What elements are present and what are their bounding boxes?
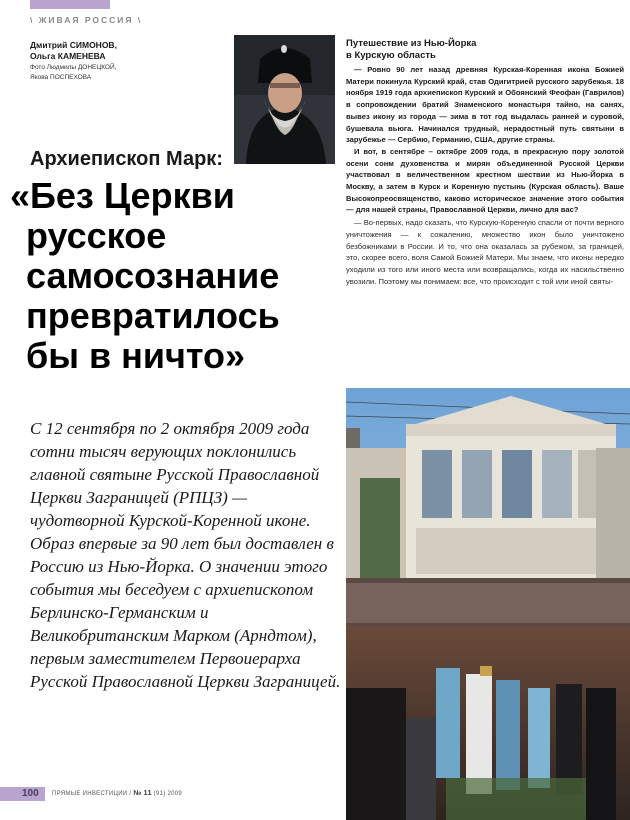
sidebar-column — [346, 38, 624, 321]
photo-credit — [30, 63, 150, 83]
headline-line: превратилось — [26, 295, 280, 336]
sidebar-paragraph: И вот, в сентябре – октябре 2009 года, в прекрасную пору золотой осени сонм духовенства и мирян объединенной Русской Церкви участвовал в величественном крестном шествии из Нью-Йорка в Москву, а затем в Курск и Коренную пустынь (Курская область). Ваше Высокопреосвященство, каково историческое значение этого события — для нашей страны, Православной Церкви, лично для вас? — [346, 146, 624, 215]
sidebar-paragraph: — Во-первых, надо сказать, что Курскую-Коренную спасли от почти верного уничтожения — к сожалению, множество икон было уничтожено безбожниками в России. И то, что она оказалась за рубежом, за границей, это, скорее всего, воля Самой Божией Матери. Мы знаем, что иконы нередко уходили из того или иного места или возвращались, когда их насильственно увозили. Поэтому мы понимаем: все, что происходит с той или иной святы- — [346, 218, 624, 286]
issue-label: № 11 — [133, 790, 152, 797]
headline-line: самосознание — [26, 255, 280, 296]
author-name: Дмитрий СИМОНОВ, — [30, 40, 117, 50]
byline-authors — [30, 40, 117, 62]
sidebar-answer-text — [346, 217, 624, 321]
photo-credit-line: Фото Людмилы ДОНЕЦКОЙ, — [30, 64, 117, 71]
page-number: 100 — [22, 788, 39, 799]
author-name: Ольга КАМЕНЕВА — [30, 51, 106, 61]
magazine-name: ПРЯМЫЕ ИНВЕСТИЦИИ / — [52, 791, 132, 797]
sidebar-paragraph: — Ровно 90 лет назад древняя Курская-Коренная икона Божией Матери покинула Курский край, став Одигитрией русского зарубежья. 18 ноября 1919 года архиепископ Курский и Обоянский Феофан (Гаврилов) в сопровождении братий Знаменского монастыря тайно, на санях, вывез икону из города — зима в тот год выдалась ранней и суровой, бушевала вьюга. Начинался трудный, нерадостный путь святыни в зарубежье — Сербию, Германию, США, другие страны. — [346, 65, 624, 145]
section-label: \ ЖИВАЯ РОССИЯ \ — [30, 15, 143, 25]
sidebar-bold-text — [346, 64, 624, 216]
sidebar-title-line: Путешествие из Нью-Йорка — [346, 38, 477, 49]
portrait-illustration — [234, 35, 335, 164]
procession-illustration — [346, 388, 630, 820]
headline-kicker: Архиепископ Марк: — [30, 148, 223, 170]
archbishop-portrait-photo — [234, 35, 335, 164]
headline — [10, 176, 340, 376]
headline-line: бы в ничто» — [26, 335, 246, 376]
procession-photo — [346, 388, 630, 820]
headline-line: русское — [26, 215, 167, 256]
footer-magazine — [52, 789, 182, 799]
lead-paragraph: С 12 сентября по 2 октября 2009 года сотни тысяч верующих поклонились главной святыне Русской Православной Церкви Заграницей (РПЦЗ) — чудотворной Курской-Коренной иконе. Образ впервые за 90 лет был доставлен в Россию из Нью-Йорка. О значении этого события мы беседуем с архиепископом Берлинско-Германским и Великобританским Марком (Арндтом), первым заместителем Первоиерарха Русской Православной Церкви Заграницей. — [30, 419, 341, 691]
issue-date: (91) 2009 — [153, 791, 183, 797]
photo-credit-line: Якова ПОСПЕХОВА — [30, 74, 92, 81]
sidebar-title-line: в Курскую область — [346, 50, 436, 61]
section-color-tab — [30, 0, 110, 9]
sidebar-title — [346, 38, 624, 62]
headline-line: «Без Церкви — [10, 175, 235, 216]
